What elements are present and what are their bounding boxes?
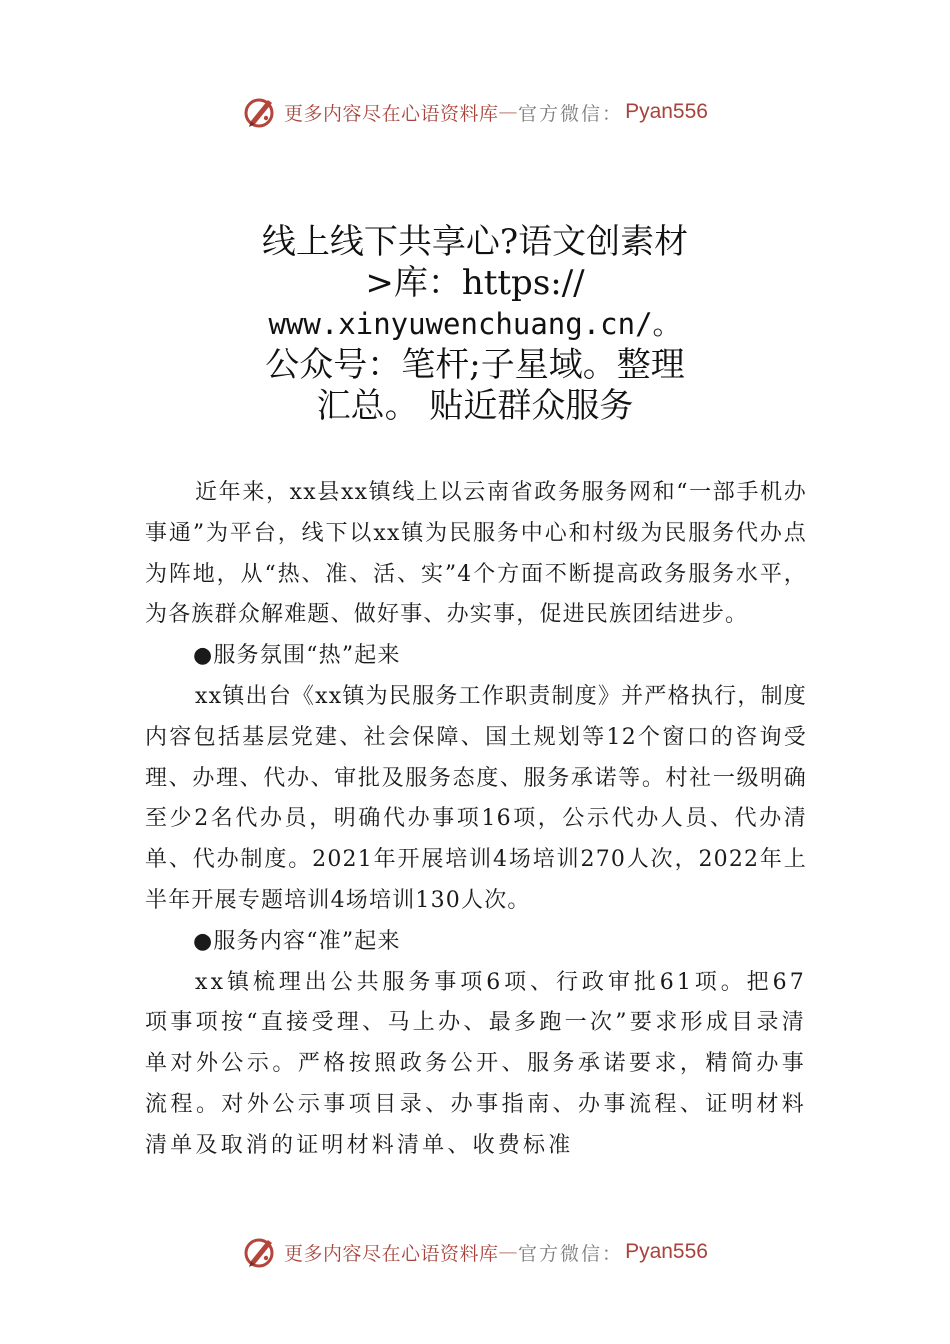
document-title bbox=[160, 222, 790, 427]
paragraph-intro: 近年来，xx县xx镇线上以云南省政务服务网和“一部手机办事通”为平台，线下以xx镇为民服务中心和村级为民服务代办点为阵地，从“热、准、活、实”4个方面不断提高政务服务水平，为各族群众解难题、做好事、办实事，促进民族团结进步。 bbox=[145, 480, 807, 628]
banner-dash: — bbox=[498, 1241, 519, 1263]
banner-label: 官方微信： bbox=[518, 1242, 624, 1265]
pen-logo-icon bbox=[242, 94, 278, 130]
title-line-5: 汇总。 贴近群众服务 bbox=[316, 386, 634, 426]
title-line-4: 公众号：笔杆;子星域。整理 bbox=[265, 345, 685, 385]
document-body bbox=[145, 473, 807, 1167]
banner-wechat-id: Pyan556 bbox=[625, 1240, 708, 1263]
footer-banner bbox=[0, 1232, 950, 1272]
banner-wechat-id: Pyan556 bbox=[625, 100, 708, 123]
paragraph-accurate: xx镇梳理出公共服务事项6项、行政审批61项。把67项事项按“直接受理、马上办、最多跑一次”要求形成目录清单对外公示。严格按照政务公开、服务承诺要求，精简办事流程。对外公示事项目录、办事指南、办事流程、证明材料清单及取消的证明材料清单、收费标准 bbox=[145, 969, 807, 1158]
title-line-2: >库：https:// bbox=[365, 263, 585, 303]
pen-logo-icon bbox=[242, 1234, 278, 1270]
paragraph-hot: xx镇出台《xx镇为民服务工作职责制度》并严格执行，制度内容包括基层党建、社会保障、国土规划等12个窗口的咨询受理、办理、代办、审批及服务态度、服务承诺等。村社一级明确至少2名代办员，明确代办事项16项，公示代办人员、代办清单、代办制度。2021年开展培训4场培训270人次，2022年上半年开展专题培训4场培训130人次。 bbox=[145, 683, 807, 913]
banner-text: 更多内容尽在心语资料库 bbox=[284, 1242, 499, 1265]
header-banner bbox=[0, 92, 950, 132]
banner-text: 更多内容尽在心语资料库 bbox=[284, 102, 499, 125]
title-line-1: 线上线下共享心?语文创素材 bbox=[261, 222, 689, 262]
section-heading-accurate: ●服务内容“准”起来 bbox=[193, 928, 401, 954]
title-line-3: www.xinyuwenchuang.cn/。 bbox=[268, 307, 682, 341]
section-heading-hot: ●服务氛围“热”起来 bbox=[193, 643, 401, 669]
banner-dash: — bbox=[498, 101, 519, 123]
banner-label: 官方微信： bbox=[518, 102, 624, 125]
